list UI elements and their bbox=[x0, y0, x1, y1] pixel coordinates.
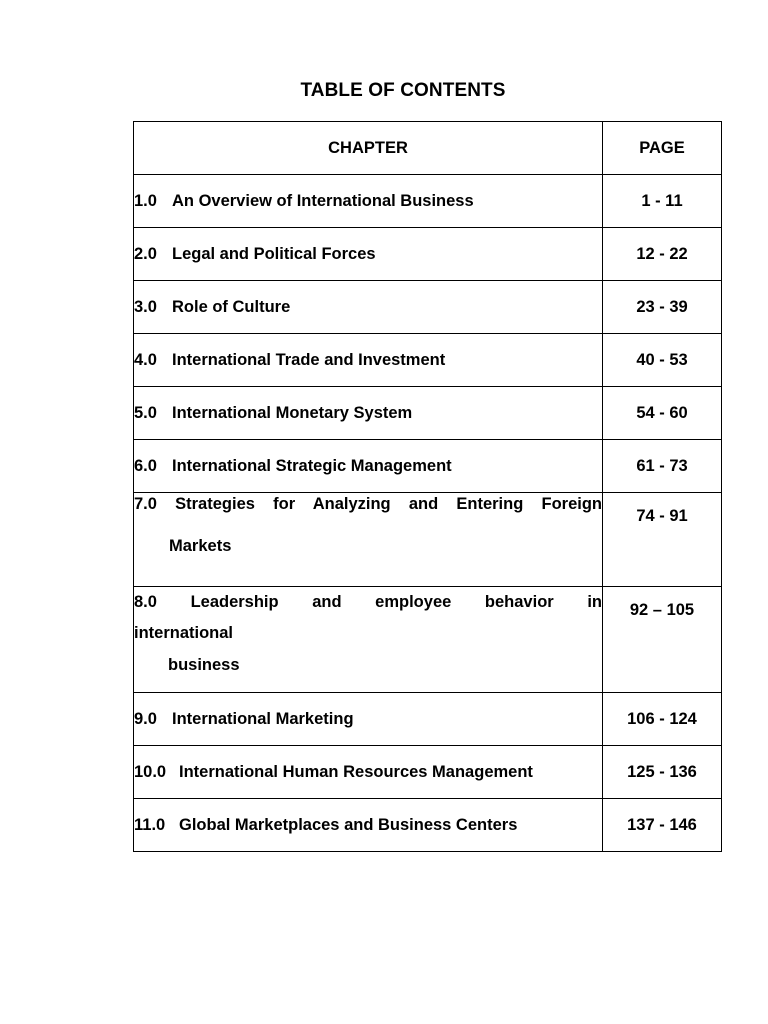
table-row bbox=[134, 175, 722, 228]
chapter-cell bbox=[134, 175, 603, 228]
chapter-number: 2.0 bbox=[134, 244, 157, 263]
chapter-number: 7.0 bbox=[134, 495, 157, 513]
chapter-title: Legal and Political Forces bbox=[172, 244, 376, 263]
page-range: 106 - 124 bbox=[603, 693, 722, 746]
chapter-number: 8.0 bbox=[134, 593, 157, 611]
chapter-number: 4.0 bbox=[134, 350, 157, 369]
chapter-number: 3.0 bbox=[134, 297, 157, 316]
page-title: TABLE OF CONTENTS bbox=[300, 80, 506, 101]
chapter-number: 1.0 bbox=[134, 191, 157, 210]
table-row bbox=[134, 587, 722, 693]
chapter-cell bbox=[134, 746, 603, 799]
page-range: 23 - 39 bbox=[603, 281, 722, 334]
page-range: 74 - 91 bbox=[603, 493, 722, 587]
chapter-title-line-2: international bbox=[134, 624, 234, 642]
table-row bbox=[134, 693, 722, 746]
page-range: 40 - 53 bbox=[603, 334, 722, 387]
page-range: 12 - 22 bbox=[603, 228, 722, 281]
chapter-cell bbox=[134, 281, 603, 334]
page-column-header: PAGE bbox=[603, 122, 722, 175]
table-row bbox=[134, 281, 722, 334]
chapter-title: International Marketing bbox=[172, 709, 354, 728]
table-row bbox=[134, 799, 722, 852]
page-range: 92 – 105 bbox=[603, 587, 722, 693]
chapter-cell bbox=[134, 440, 603, 493]
chapter-cell bbox=[134, 693, 603, 746]
chapter-cell bbox=[134, 799, 603, 852]
page-range: 125 - 136 bbox=[603, 746, 722, 799]
chapter-cell bbox=[134, 228, 603, 281]
chapter-number: 9.0 bbox=[134, 709, 157, 728]
chapter-cell bbox=[134, 334, 603, 387]
table-of-contents bbox=[133, 121, 722, 852]
chapter-title: International Monetary System bbox=[172, 403, 413, 422]
chapter-title: Strategies for Analyzing and Entering Foreign bbox=[175, 495, 602, 513]
table-row bbox=[134, 334, 722, 387]
table-row bbox=[134, 440, 722, 493]
chapter-cell bbox=[134, 493, 603, 587]
chapter-title: International Strategic Management bbox=[172, 456, 452, 475]
chapter-title: Leadership and employee behavior in bbox=[190, 593, 602, 611]
header-row bbox=[134, 122, 722, 175]
chapter-cell bbox=[134, 387, 603, 440]
chapter-column-header: CHAPTER bbox=[134, 122, 603, 175]
chapter-title: International Trade and Investment bbox=[172, 350, 446, 369]
page-range: 1 - 11 bbox=[603, 175, 722, 228]
chapter-number: 11.0 bbox=[134, 815, 166, 834]
chapter-number: 6.0 bbox=[134, 456, 157, 475]
chapter-cell bbox=[134, 587, 603, 693]
chapter-title-line-1 bbox=[134, 587, 602, 618]
page-range: 61 - 73 bbox=[603, 440, 722, 493]
page-range: 54 - 60 bbox=[603, 387, 722, 440]
chapter-title: International Human Resources Management bbox=[179, 762, 533, 781]
table-row bbox=[134, 746, 722, 799]
table-row bbox=[134, 228, 722, 281]
chapter-title-line-2: Markets bbox=[169, 537, 232, 555]
table-row bbox=[134, 493, 722, 587]
chapter-title-line-3: business bbox=[168, 656, 240, 674]
chapter-title: Role of Culture bbox=[172, 297, 291, 316]
chapter-title: Global Marketplaces and Business Centers bbox=[179, 815, 518, 834]
table-row bbox=[134, 387, 722, 440]
chapter-title: An Overview of International Business bbox=[172, 191, 474, 210]
page-range: 137 - 146 bbox=[603, 799, 722, 852]
chapter-title-line-1 bbox=[134, 493, 602, 515]
chapter-number: 5.0 bbox=[134, 403, 157, 422]
chapter-number: 10.0 bbox=[134, 762, 167, 781]
